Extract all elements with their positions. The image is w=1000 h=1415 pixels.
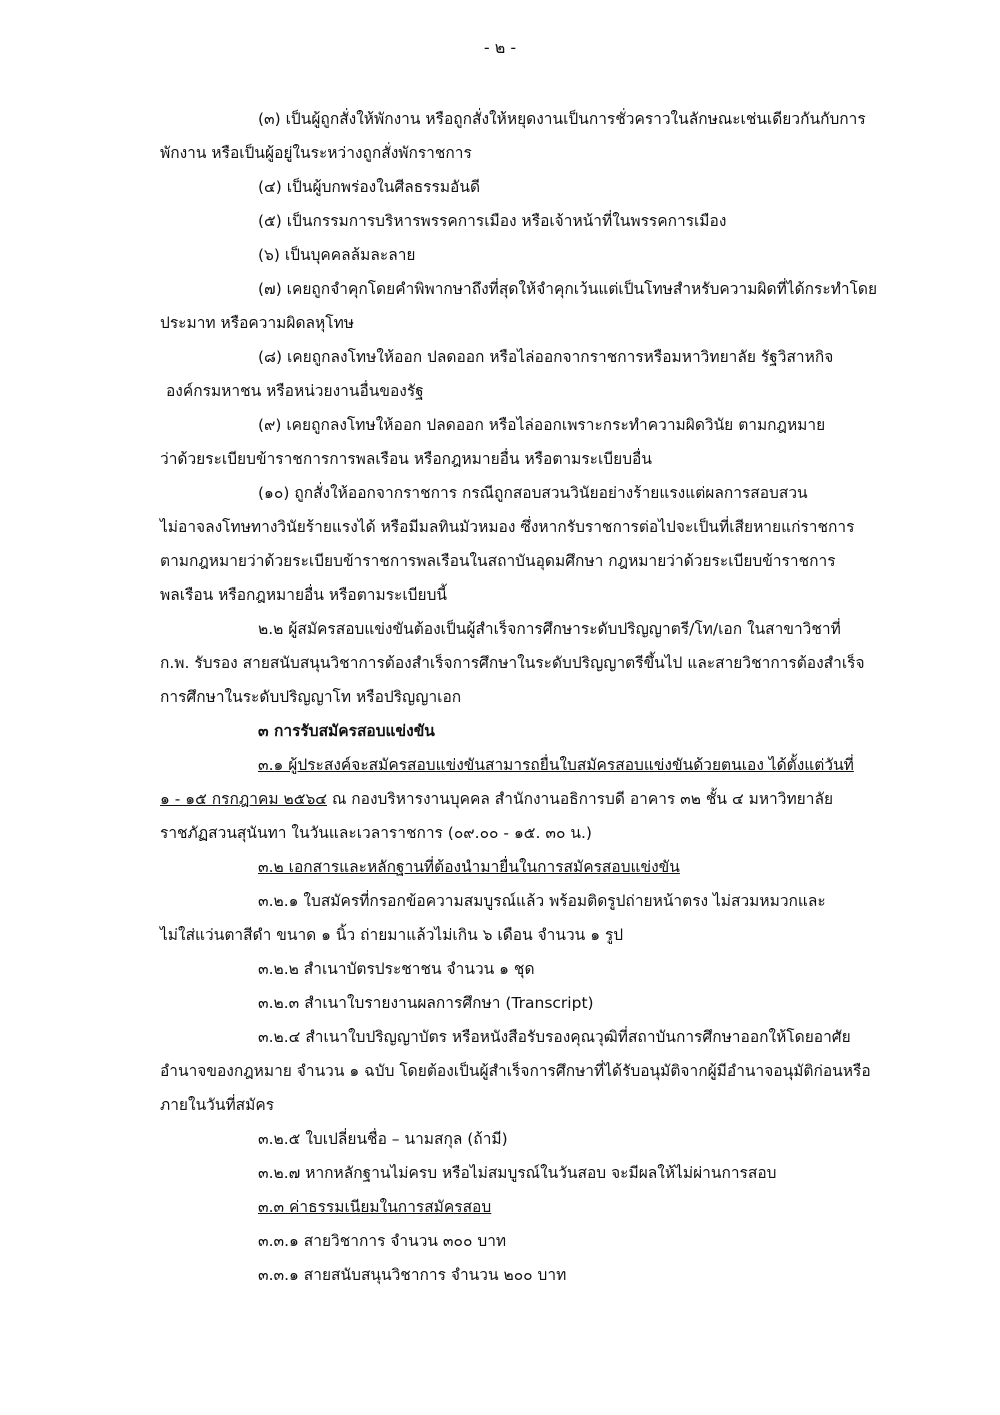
item-3-2-7 xyxy=(160,1156,895,1190)
text-line: ประมาท หรือความผิดลหุโทษ xyxy=(160,314,355,332)
section-3-2 xyxy=(160,850,895,884)
fee-academic xyxy=(160,1224,895,1258)
text-line: (๓) เป็นผู้ถูกสั่งให้พักงาน หรือถูกสั่งให้หยุดงานเป็นการชั่วคราวในลักษณะเช่นเดียวกันกับการ xyxy=(258,110,866,128)
text-line: ๓.๒.๕ ใบเปลี่ยนชื่อ – นามสกุล (ถ้ามี) xyxy=(258,1130,508,1148)
subsection-heading: ๓.๒ เอกสารและหลักฐานที่ต้องนำมายื่นในการสมัครสอบแข่งขัน xyxy=(258,858,680,876)
clause-8 xyxy=(160,340,895,408)
text-line: อำนาจของกฎหมาย จำนวน ๑ ฉบับ โดยต้องเป็นผู้สำเร็จการศึกษาที่ได้รับอนุมัติจากผู้มีอำนาจอนุมัติก่อนหรือ xyxy=(160,1062,871,1080)
section-3-1 xyxy=(160,748,895,850)
text-line: องค์กรมหาชน หรือหน่วยงานอื่นของรัฐ xyxy=(166,382,424,400)
item-3-2-3 xyxy=(160,986,895,1020)
clause-4 xyxy=(160,170,895,204)
application-dates: ๑ - ๑๕ กรกฎาคม ๒๕๖๔ xyxy=(160,790,328,808)
text-line: ก.พ. รับรอง สายสนับสนุนวิชาการต้องสำเร็จการศึกษาในระดับปริญญาตรีขึ้นไป และสายวิชาการต้องสำเร็จ xyxy=(160,654,865,672)
text-line xyxy=(160,782,895,816)
text-line: ราชภัฏสวนสุนันทา ในวันและเวลาราชการ (๐๙.๐๐ - ๑๕. ๓๐ น.) xyxy=(160,824,592,842)
section-3-heading xyxy=(160,714,895,748)
text-line: ๓.๒.๗ หากหลักฐานไม่ครบ หรือไม่สมบูรณ์ในวันสอบ จะมีผลให้ไม่ผ่านการสอบ xyxy=(258,1164,777,1182)
text-line: (๖) เป็นบุคคลล้มละลาย xyxy=(258,246,416,264)
section-heading: ๓ การรับสมัครสอบแข่งขัน xyxy=(258,722,435,740)
text-line: (๑๐) ถูกสั่งให้ออกจากราชการ กรณีถูกสอบสวนวินัยอย่างร้ายแรงแต่ผลการสอบสวน xyxy=(258,484,808,502)
clause-9 xyxy=(160,408,895,476)
fee-support xyxy=(160,1258,895,1292)
text-line: ๓.๒.๒ สำเนาบัตรประชาชน จำนวน ๑ ชุด xyxy=(258,960,535,978)
text-line: ภายในวันที่สมัคร xyxy=(160,1096,275,1114)
text-line: (๔) เป็นผู้บกพร่องในศีลธรรมอันดี xyxy=(258,178,481,196)
text-line: ๓.๒.๑ ใบสมัครที่กรอกข้อความสมบูรณ์แล้ว พร้อมติดรูปถ่ายหน้าตรง ไม่สวมหมวกและ xyxy=(258,892,826,910)
clause-3 xyxy=(160,102,895,170)
text-line: (๗) เคยถูกจำคุกโดยคำพิพากษาถึงที่สุดให้จำคุกเว้นแต่เป็นโทษสำหรับความผิดที่ได้กระทำโดย xyxy=(258,280,878,298)
item-3-2-5 xyxy=(160,1122,895,1156)
text-line: ๒.๒ ผู้สมัครสอบแข่งขันต้องเป็นผู้สำเร็จการศึกษาระดับปริญญาตรี/โท/เอก ในสาขาวิชาที่ xyxy=(258,620,841,638)
clause-6 xyxy=(160,238,895,272)
clause-5 xyxy=(160,204,895,238)
text-line: ไม่ใส่แว่นตาสีดำ ขนาด ๑ นิ้ว ถ่ายมาแล้วไม่เกิน ๖ เดือน จำนวน ๑ รูป xyxy=(160,926,624,944)
page-number: - ๒ - xyxy=(483,38,517,57)
text-line: (๘) เคยถูกลงโทษให้ออก ปลดออก หรือไล่ออกจากราชการหรือมหาวิทยาลัย รัฐวิสาหกิจ xyxy=(258,348,834,366)
text-line: ๓.๓.๑ สายวิชาการ จำนวน ๓๐๐ บาท xyxy=(258,1232,507,1250)
item-3-2-1 xyxy=(160,884,895,952)
subsection-heading: ๓.๓ ค่าธรรมเนียมในการสมัครสอบ xyxy=(258,1198,492,1216)
item-3-2-2 xyxy=(160,952,895,986)
text-line: ๓.๒.๓ สำเนาใบรายงานผลการศึกษา (Transcript) xyxy=(258,994,594,1012)
section-3-3 xyxy=(160,1190,895,1224)
document-body xyxy=(160,102,895,1292)
text-line: พลเรือน หรือกฎหมายอื่น หรือตามระเบียบนี้ xyxy=(160,586,448,604)
text-line: พักงาน หรือเป็นผู้อยู่ในระหว่างถูกสั่งพักราชการ xyxy=(160,144,472,162)
text-line: (๙) เคยถูกลงโทษให้ออก ปลดออก หรือไล่ออกเพราะกระทำความผิดวินัย ตามกฎหมาย xyxy=(258,416,826,434)
text-line: ๓.๓.๑ สายสนับสนุนวิชาการ จำนวน ๒๐๐ บาท xyxy=(258,1266,567,1284)
section-2-2 xyxy=(160,612,895,714)
text-line-rest: ณ กองบริหารงานบุคคล สำนักงานอธิการบดี อาคาร ๓๒ ชั้น ๔ มหาวิทยาลัย xyxy=(327,790,834,808)
item-3-2-4 xyxy=(160,1020,895,1122)
clause-7 xyxy=(160,272,895,340)
text-line: ๓.๑ ผู้ประสงค์จะสมัครสอบแข่งขันสามารถยื่นใบสมัครสอบแข่งขันด้วยตนเอง ได้ตั้งแต่วันที่ xyxy=(258,756,854,774)
text-line: การศึกษาในระดับปริญญาโท หรือปริญญาเอก xyxy=(160,688,462,706)
text-line: ๓.๒.๔ สำเนาใบปริญญาบัตร หรือหนังสือรับรองคุณวุฒิที่สถาบันการศึกษาออกให้โดยอาศัย xyxy=(258,1028,851,1046)
clause-10 xyxy=(160,476,895,612)
text-line: ตามกฎหมายว่าด้วยระเบียบข้าราชการพลเรือนในสถาบันอุดมศึกษา กฎหมายว่าด้วยระเบียบข้าราชการ xyxy=(160,552,836,570)
text-line: (๕) เป็นกรรมการบริหารพรรคการเมือง หรือเจ้าหน้าที่ในพรรคการเมือง xyxy=(258,212,727,230)
text-line: ว่าด้วยระเบียบข้าราชการการพลเรือน หรือกฎหมายอื่น หรือตามระเบียบอื่น xyxy=(160,450,652,468)
text-line: ไม่อาจลงโทษทางวินัยร้ายแรงได้ หรือมีมลทินมัวหมอง ซึ่งหากรับราชการต่อไปจะเป็นที่เสียหายแก่ราชการ xyxy=(160,518,855,536)
